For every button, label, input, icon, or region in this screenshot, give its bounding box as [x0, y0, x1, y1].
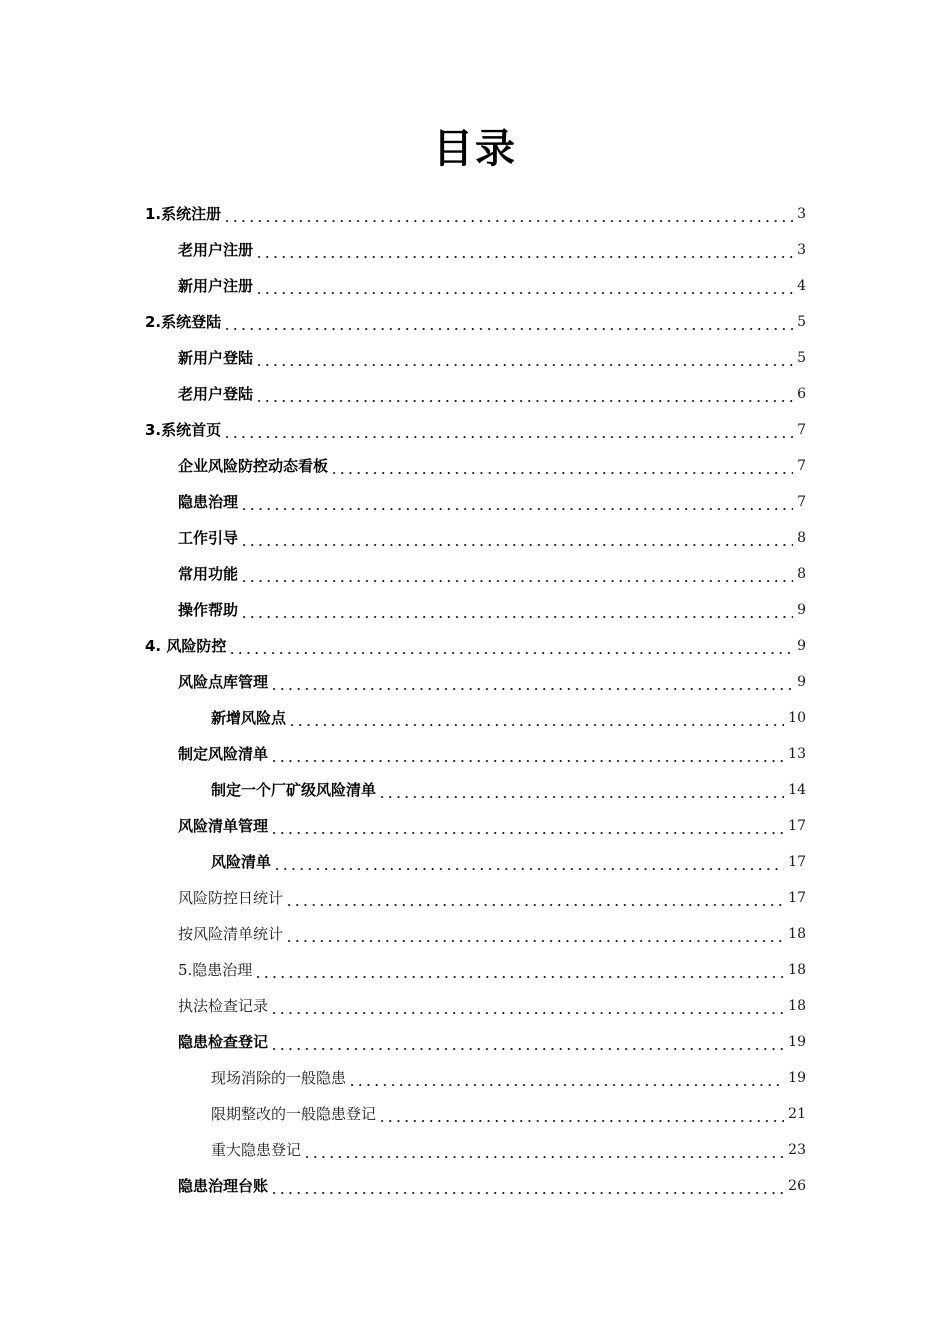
- toc-entry[interactable]: [0, 484, 950, 520]
- toc-entry[interactable]: [0, 520, 950, 556]
- toc-page-number: 23: [788, 1142, 806, 1158]
- dot-leader: [223, 312, 793, 332]
- dot-leader: [255, 276, 793, 296]
- toc-entry[interactable]: [0, 412, 950, 448]
- dot-leader: [378, 1104, 784, 1124]
- toc-page-number: 14: [788, 782, 806, 798]
- toc-entry[interactable]: [0, 592, 950, 628]
- dot-leader: [288, 708, 784, 728]
- toc-page-number: 18: [788, 926, 806, 942]
- toc-entry-title: 重大隐患登记: [211, 1141, 302, 1159]
- dot-leader: [223, 420, 793, 440]
- dot-leader: [223, 204, 793, 224]
- toc-entry-title: 常用功能: [178, 565, 239, 583]
- toc-page-number: 7: [797, 458, 806, 474]
- dot-leader: [270, 1176, 784, 1196]
- dot-leader: [285, 888, 784, 908]
- toc-entry-title: 老用户登陆: [178, 385, 254, 403]
- toc-entry-title: 制定风险清单: [178, 745, 269, 763]
- toc-entry-title: 4. 风险防控: [145, 637, 227, 655]
- dot-leader: [240, 600, 793, 620]
- toc-page-number: 18: [788, 962, 806, 978]
- dot-leader: [270, 1032, 784, 1052]
- dot-leader: [255, 348, 793, 368]
- toc-entry[interactable]: [0, 1132, 950, 1168]
- toc-entry[interactable]: [0, 628, 950, 664]
- toc-page-number: 26: [788, 1178, 806, 1194]
- table-of-contents: [0, 196, 950, 1204]
- toc-page-number: 8: [797, 566, 806, 582]
- toc-page-number: 4: [797, 278, 806, 294]
- toc-page-number: 10: [788, 710, 806, 726]
- dot-leader: [270, 816, 784, 836]
- toc-page-number: 3: [797, 242, 806, 258]
- dot-leader: [303, 1140, 784, 1160]
- dot-leader: [228, 636, 793, 656]
- toc-entry[interactable]: [0, 700, 950, 736]
- toc-page-number: 5: [797, 314, 806, 330]
- dot-leader: [255, 240, 793, 260]
- dot-leader: [285, 924, 784, 944]
- toc-entry-title: 5.隐患治理: [178, 961, 253, 979]
- dot-leader: [273, 852, 784, 872]
- dot-leader: [270, 744, 784, 764]
- toc-entry-title: 制定一个厂矿级风险清单: [211, 781, 377, 799]
- toc-entry[interactable]: [0, 1096, 950, 1132]
- dot-leader: [240, 564, 793, 584]
- toc-page-number: 18: [788, 998, 806, 1014]
- toc-page-number: 6: [797, 386, 806, 402]
- toc-entry[interactable]: [0, 772, 950, 808]
- toc-page-number: 21: [788, 1106, 806, 1122]
- toc-entry[interactable]: [0, 448, 950, 484]
- toc-page-number: 19: [788, 1034, 806, 1050]
- toc-entry-title: 隐患治理台账: [178, 1177, 269, 1195]
- toc-entry[interactable]: [0, 808, 950, 844]
- toc-entry[interactable]: [0, 916, 950, 952]
- toc-page-number: 7: [797, 422, 806, 438]
- toc-entry-title: 新增风险点: [211, 709, 287, 727]
- toc-entry[interactable]: [0, 196, 950, 232]
- dot-leader: [348, 1068, 784, 1088]
- toc-entry[interactable]: [0, 844, 950, 880]
- toc-page-number: 17: [788, 890, 806, 906]
- toc-page-number: 9: [797, 638, 806, 654]
- toc-page-number: 17: [788, 854, 806, 870]
- toc-entry-title: 执法检查记录: [178, 997, 269, 1015]
- toc-page-number: 9: [797, 602, 806, 618]
- dot-leader: [270, 996, 784, 1016]
- toc-entry[interactable]: [0, 340, 950, 376]
- toc-page-number: 9: [797, 674, 806, 690]
- toc-entry-title: 隐患治理: [178, 493, 239, 511]
- toc-entry[interactable]: [0, 736, 950, 772]
- toc-entry-title: 工作引导: [178, 529, 239, 547]
- toc-entry[interactable]: [0, 988, 950, 1024]
- toc-entry-title: 风险点库管理: [178, 673, 269, 691]
- toc-entry-title: 新用户注册: [178, 277, 254, 295]
- toc-entry-title: 企业风险防控动态看板: [178, 457, 329, 475]
- toc-entry-title: 2.系统登陆: [145, 313, 222, 331]
- toc-page-number: 13: [788, 746, 806, 762]
- toc-page-number: 3: [797, 206, 806, 222]
- toc-entry[interactable]: [0, 664, 950, 700]
- dot-leader: [255, 384, 793, 404]
- toc-entry[interactable]: [0, 376, 950, 412]
- dot-leader: [330, 456, 793, 476]
- toc-entry-title: 限期整改的一般隐患登记: [211, 1105, 377, 1123]
- dot-leader: [240, 528, 793, 548]
- toc-entry[interactable]: [0, 952, 950, 988]
- toc-entry[interactable]: [0, 232, 950, 268]
- toc-entry[interactable]: [0, 556, 950, 592]
- dot-leader: [378, 780, 784, 800]
- toc-entry-title: 风险清单: [211, 853, 272, 871]
- toc-entry[interactable]: [0, 268, 950, 304]
- toc-entry-title: 隐患检查登记: [178, 1033, 269, 1051]
- toc-entry[interactable]: [0, 1168, 950, 1204]
- toc-entry-title: 风险防控日统计: [178, 889, 284, 907]
- toc-entry-title: 按风险清单统计: [178, 925, 284, 943]
- toc-entry[interactable]: [0, 880, 950, 916]
- toc-entry-title: 现场消除的一般隐患: [211, 1069, 347, 1087]
- toc-page-number: 7: [797, 494, 806, 510]
- toc-entry-title: 操作帮助: [178, 601, 239, 619]
- page-title: 目录: [433, 126, 517, 172]
- toc-entry[interactable]: [0, 1060, 950, 1096]
- toc-page-number: 5: [797, 350, 806, 366]
- toc-page-number: 8: [797, 530, 806, 546]
- dot-leader: [270, 672, 793, 692]
- dot-leader: [240, 492, 793, 512]
- toc-entry-title: 老用户注册: [178, 241, 254, 259]
- toc-entry-title: 风险清单管理: [178, 817, 269, 835]
- toc-entry-title: 3.系统首页: [145, 421, 222, 439]
- toc-entry-title: 新用户登陆: [178, 349, 254, 367]
- toc-page-number: 19: [788, 1070, 806, 1086]
- toc-entry[interactable]: [0, 1024, 950, 1060]
- toc-entry[interactable]: [0, 304, 950, 340]
- dot-leader: [254, 960, 784, 980]
- toc-entry-title: 1.系统注册: [145, 205, 222, 223]
- toc-page-number: 17: [788, 818, 806, 834]
